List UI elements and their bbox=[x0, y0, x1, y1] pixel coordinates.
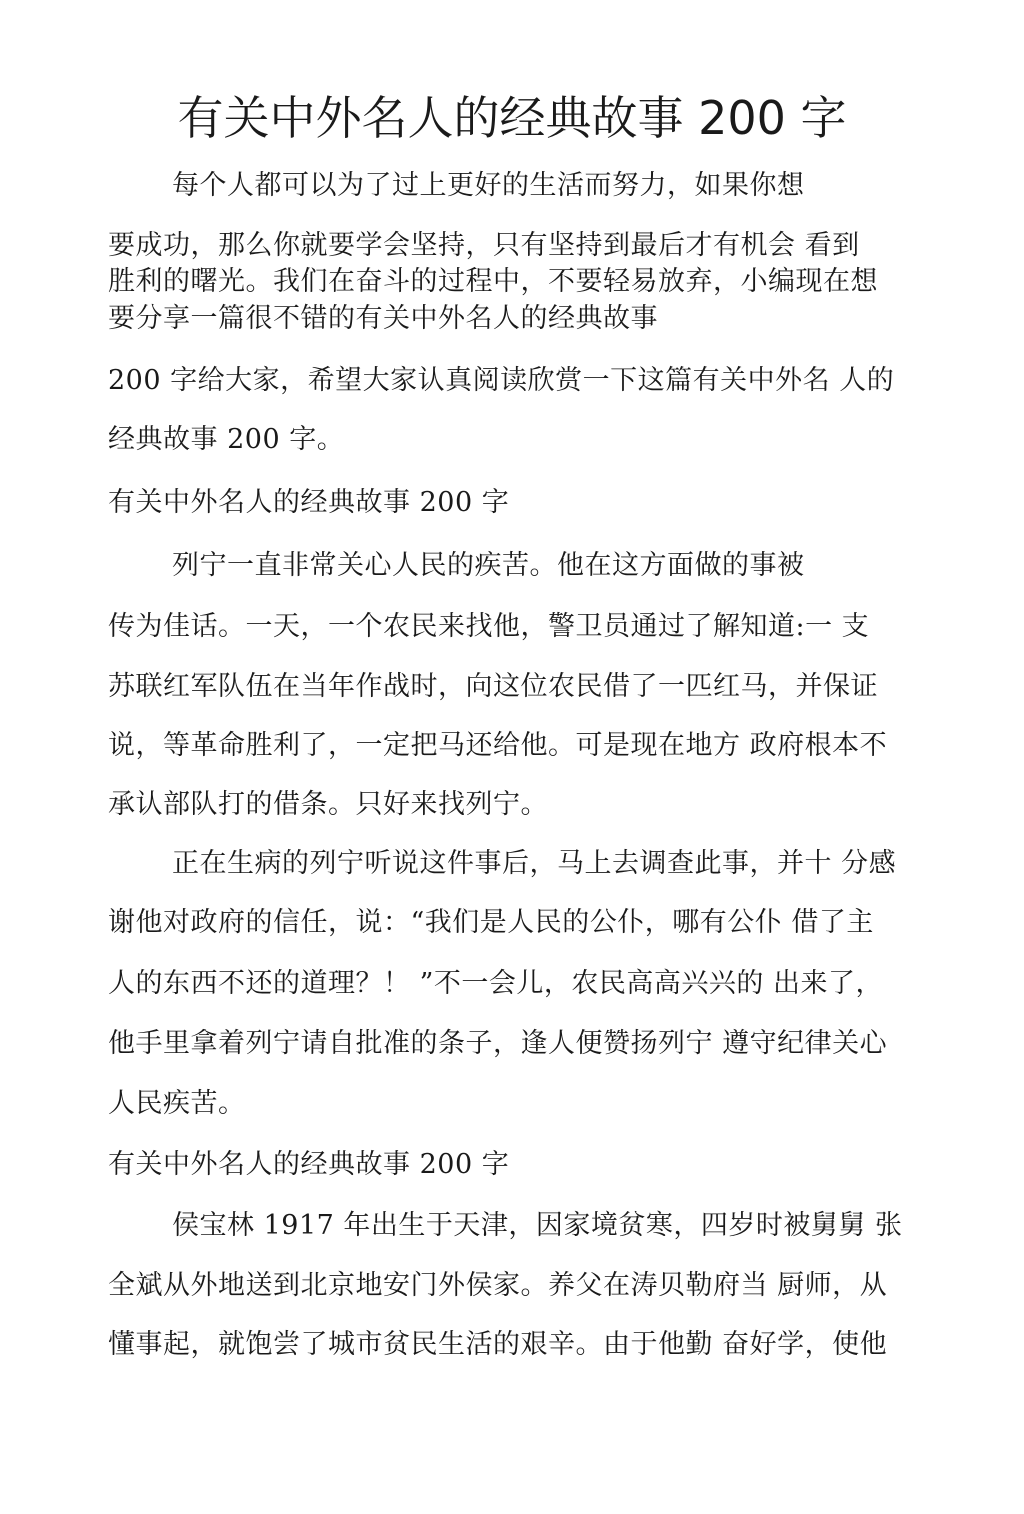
paragraph-line: 承认部队打的借条。只好来找列宁。 bbox=[108, 789, 548, 820]
paragraph-line: 要成功，那么你就要学会坚持，只有坚持到最后才有机会 看到 bbox=[108, 230, 860, 261]
paragraph-line: 人的东西不还的道理？！ ”不一会儿，农民高高兴兴的 出来了， bbox=[108, 968, 883, 999]
paragraph-line: 全斌从外地送到北京地安门外侯家。养父在涛贝勒府当 厨师，从 bbox=[108, 1270, 888, 1301]
paragraph-line: 懂事起，就饱尝了城市贫民生活的艰辛。由于他勤 奋好学，使他 bbox=[108, 1329, 888, 1360]
paragraph-line: 每个人都可以为了过上更好的生活而努力，如果你想 bbox=[172, 170, 805, 201]
document-title: 有关中外名人的经典故事 200 字 bbox=[177, 91, 847, 145]
paragraph-line: 谢他对政府的信任，说：“我们是人民的公仆，哪有公仆 借了主 bbox=[108, 907, 874, 938]
paragraph-line: 列宁一直非常关心人民的疾苦。他在这方面做的事被 bbox=[172, 550, 805, 581]
paragraph-line: 人民疾苦。 bbox=[108, 1088, 246, 1119]
paragraph-line: 传为佳话。一天，一个农民来找他，警卫员通过了解知道:一 支 bbox=[108, 611, 870, 642]
paragraph-line: 正在生病的列宁听说这件事后，马上去调查此事，并十 分感 bbox=[172, 848, 897, 879]
paragraph-line: 他手里拿着列宁请自批准的条子，逢人便赞扬列宁 遵守纪律关心 bbox=[108, 1028, 888, 1059]
paragraph-line: 侯宝林 1917 年出生于天津，因家境贫寒，四岁时被舅舅 张 bbox=[172, 1210, 903, 1241]
paragraph-line: 说，等革命胜利了，一定把马还给他。可是现在地方 政府根本不 bbox=[108, 730, 888, 761]
paragraph-line: 200 字给大家，希望大家认真阅读欣赏一下这篇有关中外名 人的 bbox=[108, 365, 895, 396]
section-heading: 有关中外名人的经典故事 200 字 bbox=[108, 487, 510, 518]
paragraph-line: 苏联红军队伍在当年作战时，向这位农民借了一匹红马，并保证 bbox=[108, 671, 878, 702]
paragraph-line: 要分享一篇很不错的有关中外名人的经典故事 bbox=[108, 303, 658, 334]
section-heading: 有关中外名人的经典故事 200 字 bbox=[108, 1149, 510, 1180]
paragraph-line: 胜利的曙光。我们在奋斗的过程中，不要轻易放弃，小编现在想 bbox=[108, 266, 878, 297]
paragraph-line: 经典故事 200 字。 bbox=[108, 424, 345, 455]
